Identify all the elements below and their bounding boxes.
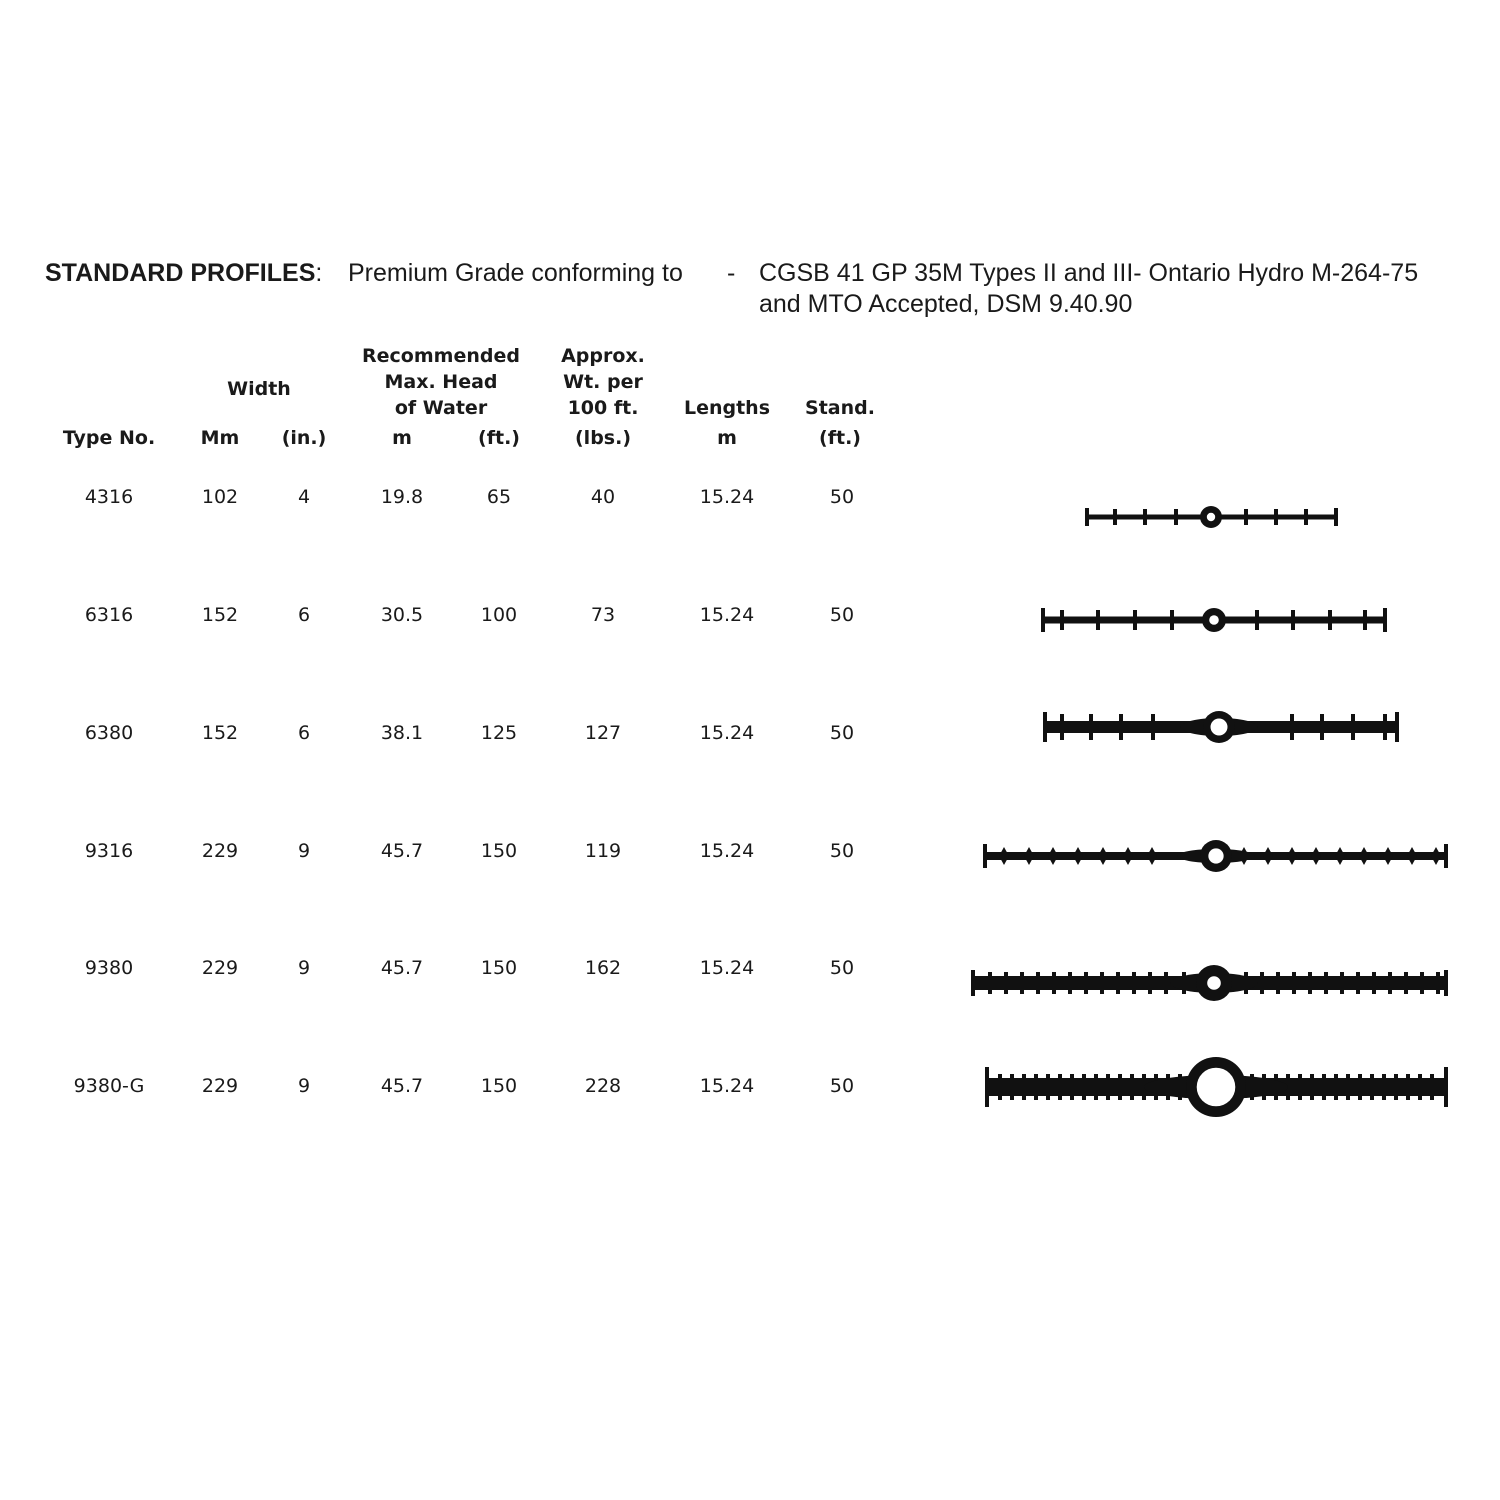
profile-rib — [1335, 847, 1345, 865]
header-head-m: m — [392, 427, 412, 449]
profile-rib — [1133, 610, 1137, 630]
profile-rib — [1292, 972, 1296, 994]
profile-bulb-hole — [1208, 848, 1223, 863]
cell-head-m: 19.8 — [380, 486, 424, 508]
cell-width-in: 9 — [297, 840, 311, 862]
header-head-line1: Recommended — [362, 345, 520, 367]
profile-rib — [1119, 714, 1123, 740]
cell-head-m: 30.5 — [380, 604, 424, 626]
profile-rib — [1034, 1074, 1038, 1100]
profile-end — [971, 970, 975, 996]
profile-rib — [1320, 714, 1324, 740]
header-wt-lbs: (lbs.) — [574, 427, 632, 449]
spec-line-1: CGSB 41 GP 35M Types II and III- Ontario Hydro M-264-75 — [759, 259, 1419, 287]
profile-rib — [1388, 972, 1392, 994]
profile-rib — [1170, 610, 1174, 630]
cell-weight: 119 — [584, 840, 622, 862]
cell-stand-ft: 50 — [829, 604, 855, 626]
header-width-in: (in.) — [281, 427, 327, 449]
profile-rib — [1263, 847, 1273, 865]
cell-weight: 40 — [590, 486, 616, 508]
cell-width-in: 9 — [297, 957, 311, 979]
profile-rib — [1073, 847, 1083, 865]
cell-width-mm: 152 — [201, 722, 239, 744]
profile-rib — [1372, 972, 1376, 994]
profile-end — [1444, 970, 1448, 996]
cell-width-mm: 102 — [201, 486, 239, 508]
cell-stand-ft: 50 — [829, 1075, 855, 1097]
cell-head-ft: 150 — [480, 1075, 518, 1097]
cell-head-m: 45.7 — [380, 957, 424, 979]
cell-stand-ft: 50 — [829, 840, 855, 862]
profile-rib — [1340, 972, 1344, 994]
cell-head-m: 38.1 — [380, 722, 424, 744]
cell-head-ft: 100 — [480, 604, 518, 626]
profile-rib — [1287, 847, 1297, 865]
profile-rib — [1406, 1074, 1410, 1100]
profile-rib — [1328, 610, 1332, 630]
header-stand: Stand. — [805, 397, 875, 419]
profile-rib — [988, 972, 992, 994]
profile-rib — [1100, 972, 1104, 994]
cell-length-m: 15.24 — [699, 604, 755, 626]
cell-type-no: 9380-G — [73, 1075, 145, 1097]
profile-rib — [1436, 972, 1440, 994]
intro-heading: STANDARD PROFILES: — [45, 259, 323, 287]
profile-rib — [1383, 714, 1387, 740]
intro-dash: - — [727, 259, 736, 287]
profile-rib — [1123, 847, 1133, 865]
intro-lead: Premium Grade conforming to — [348, 259, 683, 287]
header-lengths-m: m — [717, 427, 737, 449]
profile-rib — [1084, 972, 1088, 994]
cell-width-mm: 229 — [201, 840, 239, 862]
profile-rib — [1356, 972, 1360, 994]
cell-type-no: 9380 — [84, 957, 134, 979]
profile-rib — [1106, 1074, 1110, 1100]
cell-width-in: 4 — [297, 486, 311, 508]
header-head-line3: of Water — [394, 397, 488, 419]
header-wt-line2: Wt. per — [563, 371, 643, 393]
profile-rib — [1098, 847, 1108, 865]
profile-rib — [1298, 1074, 1302, 1100]
profile-rib — [1089, 714, 1093, 740]
cell-stand-ft: 50 — [829, 486, 855, 508]
profile-end — [1334, 508, 1338, 526]
profile-rib — [1151, 714, 1155, 740]
profile-rib — [1048, 847, 1058, 865]
profile-rib — [1010, 1074, 1014, 1100]
profile-end — [1085, 508, 1089, 526]
cell-weight: 127 — [584, 722, 622, 744]
profile-rib — [1363, 610, 1367, 630]
profile-end — [985, 1067, 989, 1107]
cell-head-m: 45.7 — [380, 1075, 424, 1097]
cell-width-in: 9 — [297, 1075, 311, 1097]
profile-rib — [1351, 714, 1355, 740]
cell-length-m: 15.24 — [699, 486, 755, 508]
cell-type-no: 6380 — [84, 722, 134, 744]
profile-9316 — [960, 811, 1460, 901]
profile-end — [1043, 712, 1047, 742]
cell-width-mm: 152 — [201, 604, 239, 626]
cell-head-ft: 150 — [480, 840, 518, 862]
profile-rib — [1143, 509, 1147, 525]
intro-spec — [759, 258, 1459, 320]
profile-rib — [1130, 1074, 1134, 1100]
profile-rib — [1060, 610, 1064, 630]
profile-rib — [1418, 1074, 1422, 1100]
profile-rib — [1082, 1074, 1086, 1100]
profile-rib — [1359, 847, 1369, 865]
profile-rib — [1290, 714, 1294, 740]
profile-rib — [1096, 610, 1100, 630]
profile-rib — [1024, 847, 1034, 865]
profile-rib — [1260, 972, 1264, 994]
header-lengths: Lengths — [683, 397, 771, 419]
profile-rib — [1274, 509, 1278, 525]
cell-length-m: 15.24 — [699, 840, 755, 862]
profile-bulb-hole — [1207, 513, 1215, 521]
profile-rib — [1430, 1074, 1434, 1100]
profile-6380 — [960, 682, 1460, 772]
profile-rib — [1310, 1074, 1314, 1100]
profile-rib — [1022, 1074, 1026, 1100]
profile-rib — [1070, 1074, 1074, 1100]
profile-rib — [1004, 972, 1008, 994]
header-head-line2: Max. Head — [384, 371, 498, 393]
profile-rib — [1346, 1074, 1350, 1100]
cell-head-ft: 150 — [480, 957, 518, 979]
profile-rib — [1431, 847, 1441, 865]
cell-length-m: 15.24 — [699, 957, 755, 979]
cell-type-no: 4316 — [84, 486, 134, 508]
profile-bulb-hole — [1209, 615, 1219, 625]
profile-rib — [1420, 972, 1424, 994]
profile-rib — [1148, 972, 1152, 994]
profile-bulb-hole — [1211, 719, 1228, 736]
cell-weight: 228 — [584, 1075, 622, 1097]
cell-stand-ft: 50 — [829, 722, 855, 744]
profile-rib — [1407, 847, 1417, 865]
profile-rib — [1060, 714, 1064, 740]
profile-rib — [1164, 972, 1168, 994]
profile-rib — [1383, 847, 1393, 865]
header-width-mm: Mm — [200, 427, 240, 449]
profile-rib — [1147, 847, 1157, 865]
cell-width-mm: 229 — [201, 1075, 239, 1097]
profile-4316 — [960, 472, 1460, 562]
profile-rib — [1036, 972, 1040, 994]
profile-end — [1383, 608, 1387, 632]
profile-bulb-hole — [1207, 976, 1221, 990]
spec-line-2: and MTO Accepted, DSM 9.40.90 — [759, 290, 1133, 318]
profile-rib — [999, 847, 1009, 865]
cell-width-in: 6 — [297, 722, 311, 744]
cell-stand-ft: 50 — [829, 957, 855, 979]
profile-rib — [1174, 509, 1178, 525]
profile-end — [1395, 712, 1399, 742]
profile-end — [1444, 1067, 1448, 1107]
profile-rib — [1308, 972, 1312, 994]
cell-width-mm: 229 — [201, 957, 239, 979]
profile-rib — [1394, 1074, 1398, 1100]
profile-rib — [1334, 1074, 1338, 1100]
profile-rib — [1046, 1074, 1050, 1100]
profile-end — [983, 844, 987, 868]
cell-type-no: 6316 — [84, 604, 134, 626]
profile-end — [1444, 844, 1448, 868]
cell-type-no: 9316 — [84, 840, 134, 862]
profile-rib — [1020, 972, 1024, 994]
profile-rib — [1276, 972, 1280, 994]
header-stand-ft: (ft.) — [819, 427, 861, 449]
profile-rib — [1322, 1074, 1326, 1100]
profile-end — [1041, 608, 1045, 632]
profile-rib — [1132, 972, 1136, 994]
header-wt-line3: 100 ft. — [567, 397, 639, 419]
profile-rib — [1058, 1074, 1062, 1100]
profile-9380 — [960, 938, 1460, 1028]
cell-length-m: 15.24 — [699, 722, 755, 744]
profile-rib — [1094, 1074, 1098, 1100]
profile-rib — [1311, 847, 1321, 865]
cell-weight: 162 — [584, 957, 622, 979]
profile-rib — [1358, 1074, 1362, 1100]
profile-bulb-hole — [1197, 1068, 1236, 1107]
profile-rib — [1370, 1074, 1374, 1100]
profile-rib — [1118, 1074, 1122, 1100]
profile-rib — [1382, 1074, 1386, 1100]
cell-weight: 73 — [590, 604, 616, 626]
cell-head-ft: 65 — [486, 486, 512, 508]
profile-rib — [1255, 610, 1259, 630]
profile-rib — [998, 1074, 1002, 1100]
cell-width-in: 6 — [297, 604, 311, 626]
profile-rib — [1244, 509, 1248, 525]
profile-rib — [1068, 972, 1072, 994]
header-wt-line1: Approx. — [561, 345, 645, 367]
profile-rib — [1116, 972, 1120, 994]
cell-head-ft: 125 — [480, 722, 518, 744]
profile-rib — [1291, 610, 1295, 630]
profile-6316 — [960, 575, 1460, 665]
header-head-ft: (ft.) — [478, 427, 520, 449]
header-type-no: Type No. — [62, 427, 156, 449]
header-width-group: Width — [227, 378, 291, 400]
profile-rib — [1113, 509, 1117, 525]
cell-head-m: 45.7 — [380, 840, 424, 862]
profile-rib — [1404, 972, 1408, 994]
profile-rib — [1052, 972, 1056, 994]
profile-9380-G — [960, 1042, 1460, 1132]
profile-rib — [1304, 509, 1308, 525]
cell-length-m: 15.24 — [699, 1075, 755, 1097]
profile-rib — [1324, 972, 1328, 994]
